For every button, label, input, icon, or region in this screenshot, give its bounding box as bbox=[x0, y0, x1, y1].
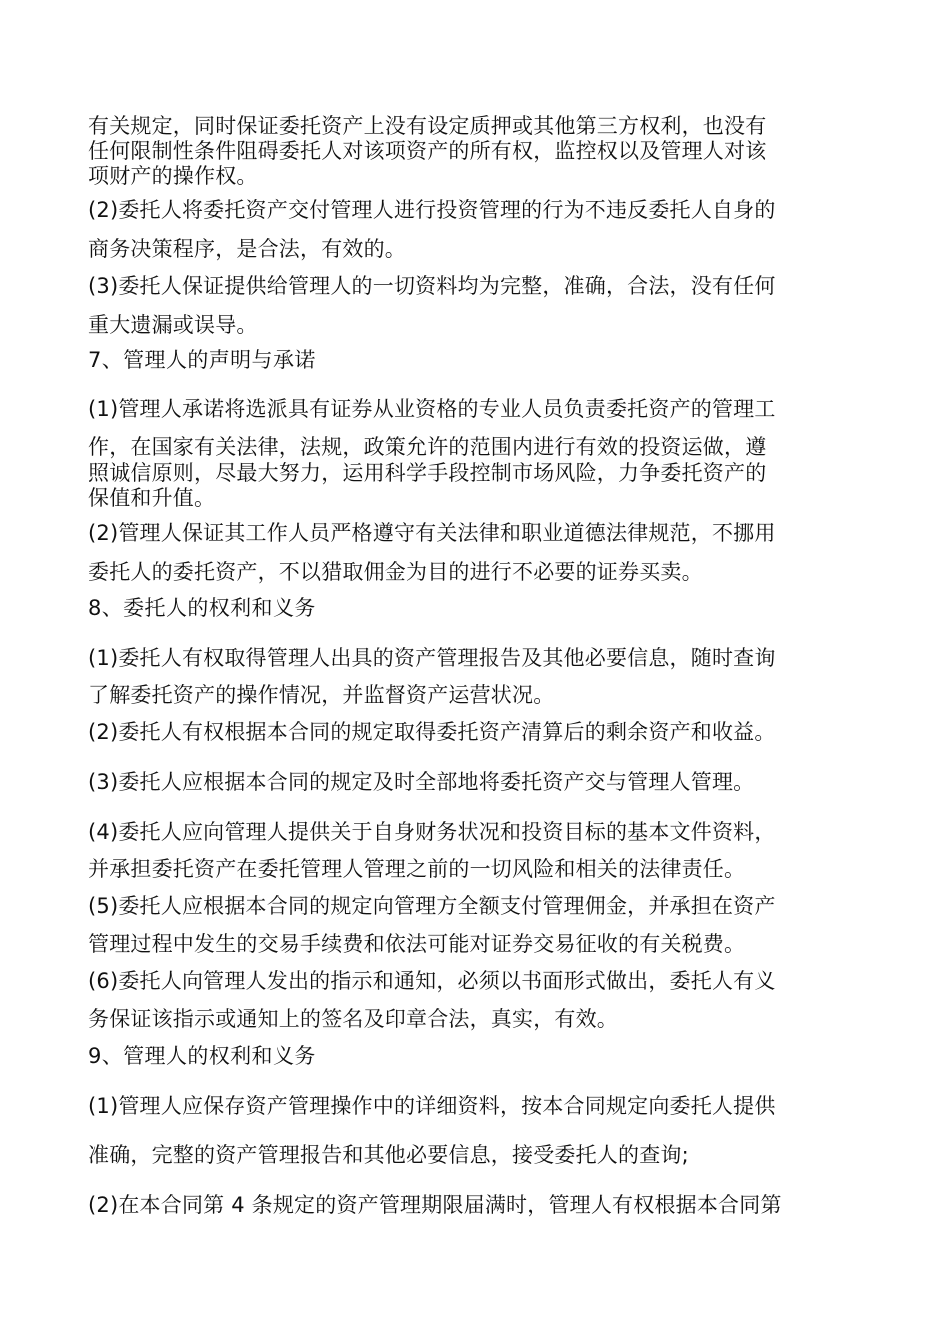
paragraph-line: 有关规定，同时保证委托资产上没有设定质押或其他第三方权利，也没有 bbox=[88, 114, 767, 138]
paragraph-line: (2)委托人有权根据本合同的规定取得委托资产清算后的剩余资产和收益。 bbox=[88, 720, 776, 744]
paragraph-line: (1)管理人承诺将选派具有证券从业资格的专业人员负责委托资产的管理工 bbox=[88, 397, 776, 421]
paragraph-line: 商务决策程序，是合法，有效的。 bbox=[88, 237, 406, 261]
section-heading-8: 8、委托人的权利和义务 bbox=[88, 596, 316, 620]
paragraph-line: (5)委托人应根据本合同的规定向管理方全额支付管理佣金，并承担在资产 bbox=[88, 894, 776, 918]
section-heading-9: 9、管理人的权利和义务 bbox=[88, 1044, 316, 1068]
paragraph-line: (3)委托人保证提供给管理人的一切资料均为完整，准确，合法，没有任何 bbox=[88, 274, 776, 298]
paragraph-line: 项财产的操作权。 bbox=[88, 164, 258, 188]
paragraph-line: 并承担委托资产在委托管理人管理之前的一切风险和相关的法律责任。 bbox=[88, 857, 746, 881]
paragraph-line: (6)委托人向管理人发出的指示和通知，必须以书面形式做出，委托人有义 bbox=[88, 969, 776, 993]
paragraph-line: 管理过程中发生的交易手续费和依法可能对证券交易征收的有关税费。 bbox=[88, 932, 746, 956]
paragraph-line: 作，在国家有关法律，法规，政策允许的范围内进行有效的投资运做，遵 bbox=[88, 435, 767, 459]
paragraph-line: 委托人的委托资产，不以猎取佣金为目的进行不必要的证券买卖。 bbox=[88, 560, 703, 584]
paragraph-line: (1)管理人应保存资产管理操作中的详细资料，按本合同规定向委托人提供 bbox=[88, 1094, 776, 1118]
section-heading-7: 7、管理人的声明与承诺 bbox=[88, 348, 316, 372]
paragraph-line: 照诚信原则，尽最大努力，运用科学手段控制市场风险，力争委托资产的 bbox=[88, 461, 767, 485]
paragraph-line: (2)管理人保证其工作人员严格遵守有关法律和职业道德法律规范，不挪用 bbox=[88, 521, 776, 545]
paragraph-line: 任何限制性条件阻碍委托人对该项资产的所有权，监控权以及管理人对该 bbox=[88, 139, 767, 163]
paragraph-line: (2)委托人将委托资产交付管理人进行投资管理的行为不违反委托人自身的 bbox=[88, 198, 776, 222]
paragraph-line: 了解委托资产的操作情况，并监督资产运营状况。 bbox=[88, 683, 555, 707]
paragraph-line: 保值和升值。 bbox=[88, 486, 216, 510]
paragraph-line: (2)在本合同第 4 条规定的资产管理期限届满时，管理人有权根据本合同第 bbox=[88, 1193, 782, 1217]
paragraph-line: 准确，完整的资产管理报告和其他必要信息，接受委托人的查询; bbox=[88, 1143, 689, 1167]
paragraph-line: 务保证该指示或通知上的签名及印章合法，真实，有效。 bbox=[88, 1007, 618, 1031]
paragraph-line: (1)委托人有权取得管理人出具的资产管理报告及其他必要信息，随时查询 bbox=[88, 646, 776, 670]
paragraph-line: 重大遗漏或误导。 bbox=[88, 313, 258, 337]
paragraph-line: (3)委托人应根据本合同的规定及时全部地将委托资产交与管理人管理。 bbox=[88, 770, 755, 794]
paragraph-line: (4)委托人应向管理人提供关于自身财务状况和投资目标的基本文件资料， bbox=[88, 820, 776, 844]
